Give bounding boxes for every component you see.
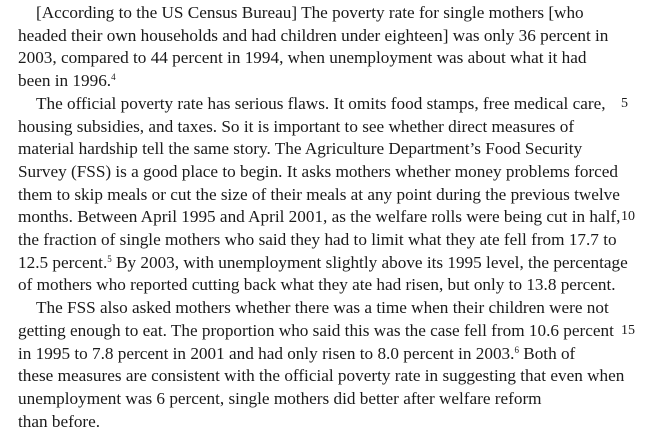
line-text: of mothers who reported cutting back what they ate had risen, but only to 13.8 percent. [18,275,616,295]
text-line [0,2,616,25]
text-line [0,320,616,343]
line-text: 12.5 percent. [18,252,108,272]
line-text: these measures are consistent with the official poverty rate in suggesting that even when [18,366,625,386]
text-line [0,252,628,275]
line-text: material hardship tell the same story. The Agriculture Department’s Food Security [18,139,583,159]
text-line [0,93,616,116]
footnote-marker: 5 [107,253,112,264]
text-line [0,411,616,433]
text-line [0,25,616,48]
text-line [0,297,616,320]
line-text: 2003, compared to 44 percent in 1994, when unemployment was about what it had [18,48,587,68]
line-text: Survey (FSS) is a good place to begin. It asks mothers whether money problems forced [18,161,619,181]
margin-line-number: 5 [621,95,628,111]
line-text: unemployment was 6 percent, single mothers did better after welfare reform [18,388,542,408]
text-line [0,343,616,366]
text-line [0,388,616,411]
paragraph [0,297,625,433]
text-line [0,206,621,229]
line-text: The official poverty rate has serious flaws. It omits food stamps, free medical care, [36,93,606,113]
line-text-continued: By 2003, with unemployment slightly above its 1995 level, the percentage [111,252,628,272]
line-text: The FSS also asked mothers whether there was a time when their children were not [36,298,609,318]
line-text: them to skip meals or cut the size of their meals at any point during the previous twelve [18,184,620,204]
text-line [0,47,616,70]
line-text: housing subsidies, and taxes. So it is important to see whether direct measures of [18,116,575,136]
line-text-continued: Both of [518,343,576,363]
text-line [0,161,619,184]
line-text: headed their own households and had children under eighteen] was only 36 percent in [18,25,609,45]
line-text: months. Between April 1995 and April 2001, as the welfare rolls were being cut in half, [18,207,621,227]
line-text: [According to the US Census Bureau] The poverty rate for single mothers [who [36,3,584,22]
line-text: been in 1996. [18,71,112,91]
text-line [0,184,620,207]
line-text: in 1995 to 7.8 percent in 2001 and had only risen to 8.0 percent in 2003. [18,343,515,363]
text-line [0,70,616,93]
text-line [0,138,616,161]
footnote-marker: 4 [111,72,116,83]
line-text: getting enough to eat. The proportion who said this was the case fell from 10.6 percent [18,320,614,340]
text-line [0,116,616,139]
paragraph [0,2,616,93]
margin-line-number: 15 [621,322,635,338]
line-text: the fraction of single mothers who said they had to limit what they ate fell from 17.7 to [18,230,617,250]
text-line [0,229,616,252]
line-text: than before. [18,411,101,431]
text-line [0,365,625,388]
footnote-marker: 6 [514,344,519,355]
margin-line-number: 10 [621,209,635,225]
text-line [0,274,616,297]
